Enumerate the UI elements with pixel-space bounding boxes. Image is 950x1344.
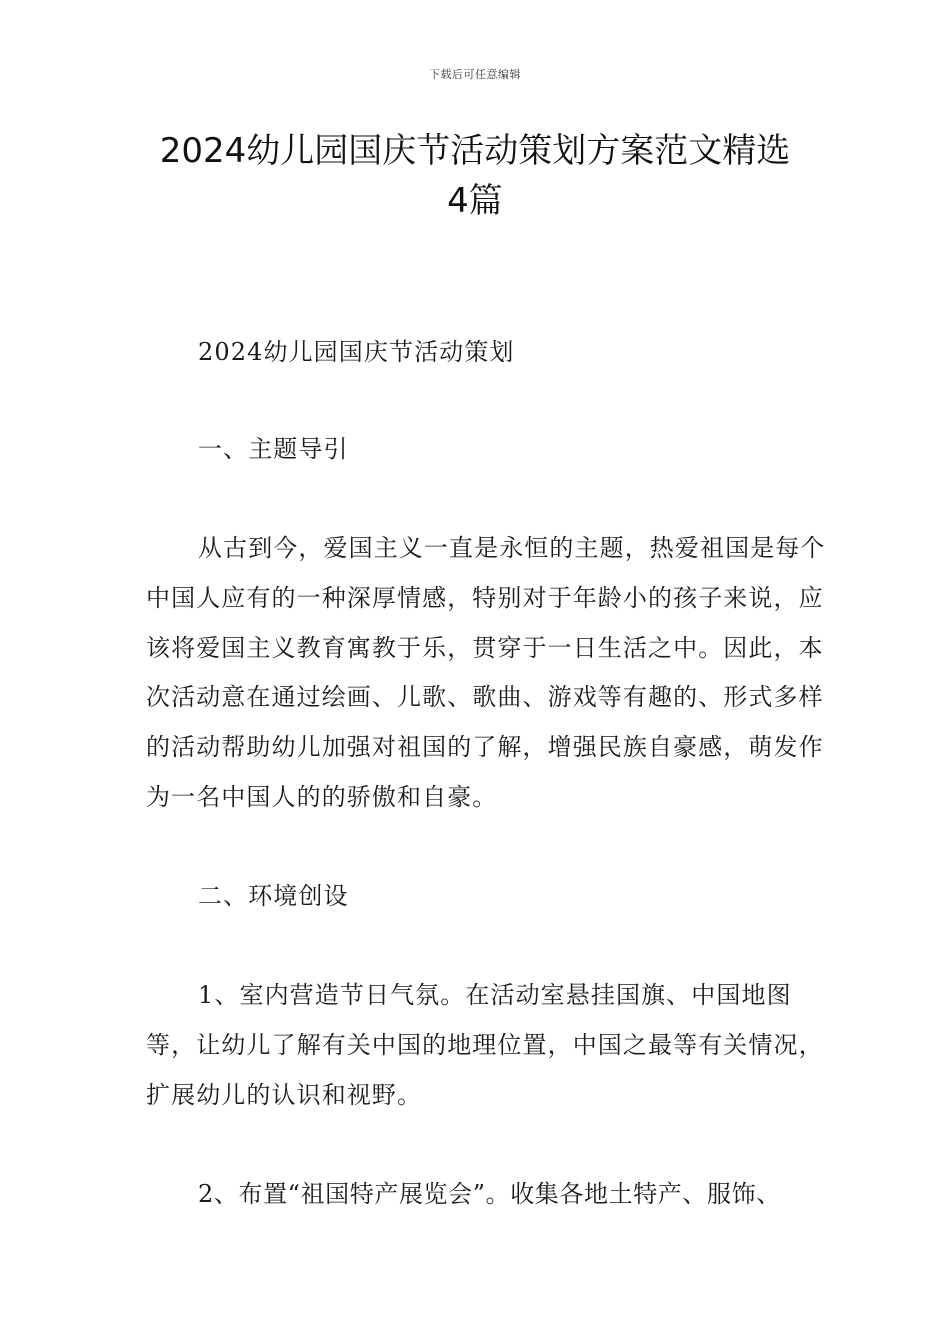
section-heading-environment: 二、环境创设 [198,882,349,910]
section-paragraph-theme: 从古到今，爱国主义一直是永恒的主题，热爱祖国是每个中国人应有的一种深厚情感，特别对于年龄小的孩子来说，应该将爱国主义教育寓教于乐，贯穿于一日生活之中。因此，本次活动意在通过绘画、儿歌、歌曲、游戏等有趣的、形式多样的活动帮助幼儿加强对祖国的了解，增强民族自豪感，萌发作为一名中国人的的骄傲和自豪。 [146,534,826,811]
document-subtitle: 2024幼儿园国庆节活动策划 [198,338,515,366]
header-note: 下载后可任意编辑 [429,68,521,81]
section-heading-theme: 一、主题导引 [198,435,349,463]
list-item-1: 1、室内营造节日气氛。在活动室悬挂国旗、中国地图等，让幼儿了解有关中国的地理位置，中国之最等有关情况，扩展幼儿的认识和视野。 [146,981,824,1109]
document-title-line-1: 2024幼儿园国庆节活动策划方案范文精选 [159,131,791,171]
document-title [110,126,840,226]
document-title-line-2: 4篇 [447,181,503,221]
list-item-2: 2、布置“祖国特产展览会”。收集各地土特产、服饰、 [198,1180,781,1208]
